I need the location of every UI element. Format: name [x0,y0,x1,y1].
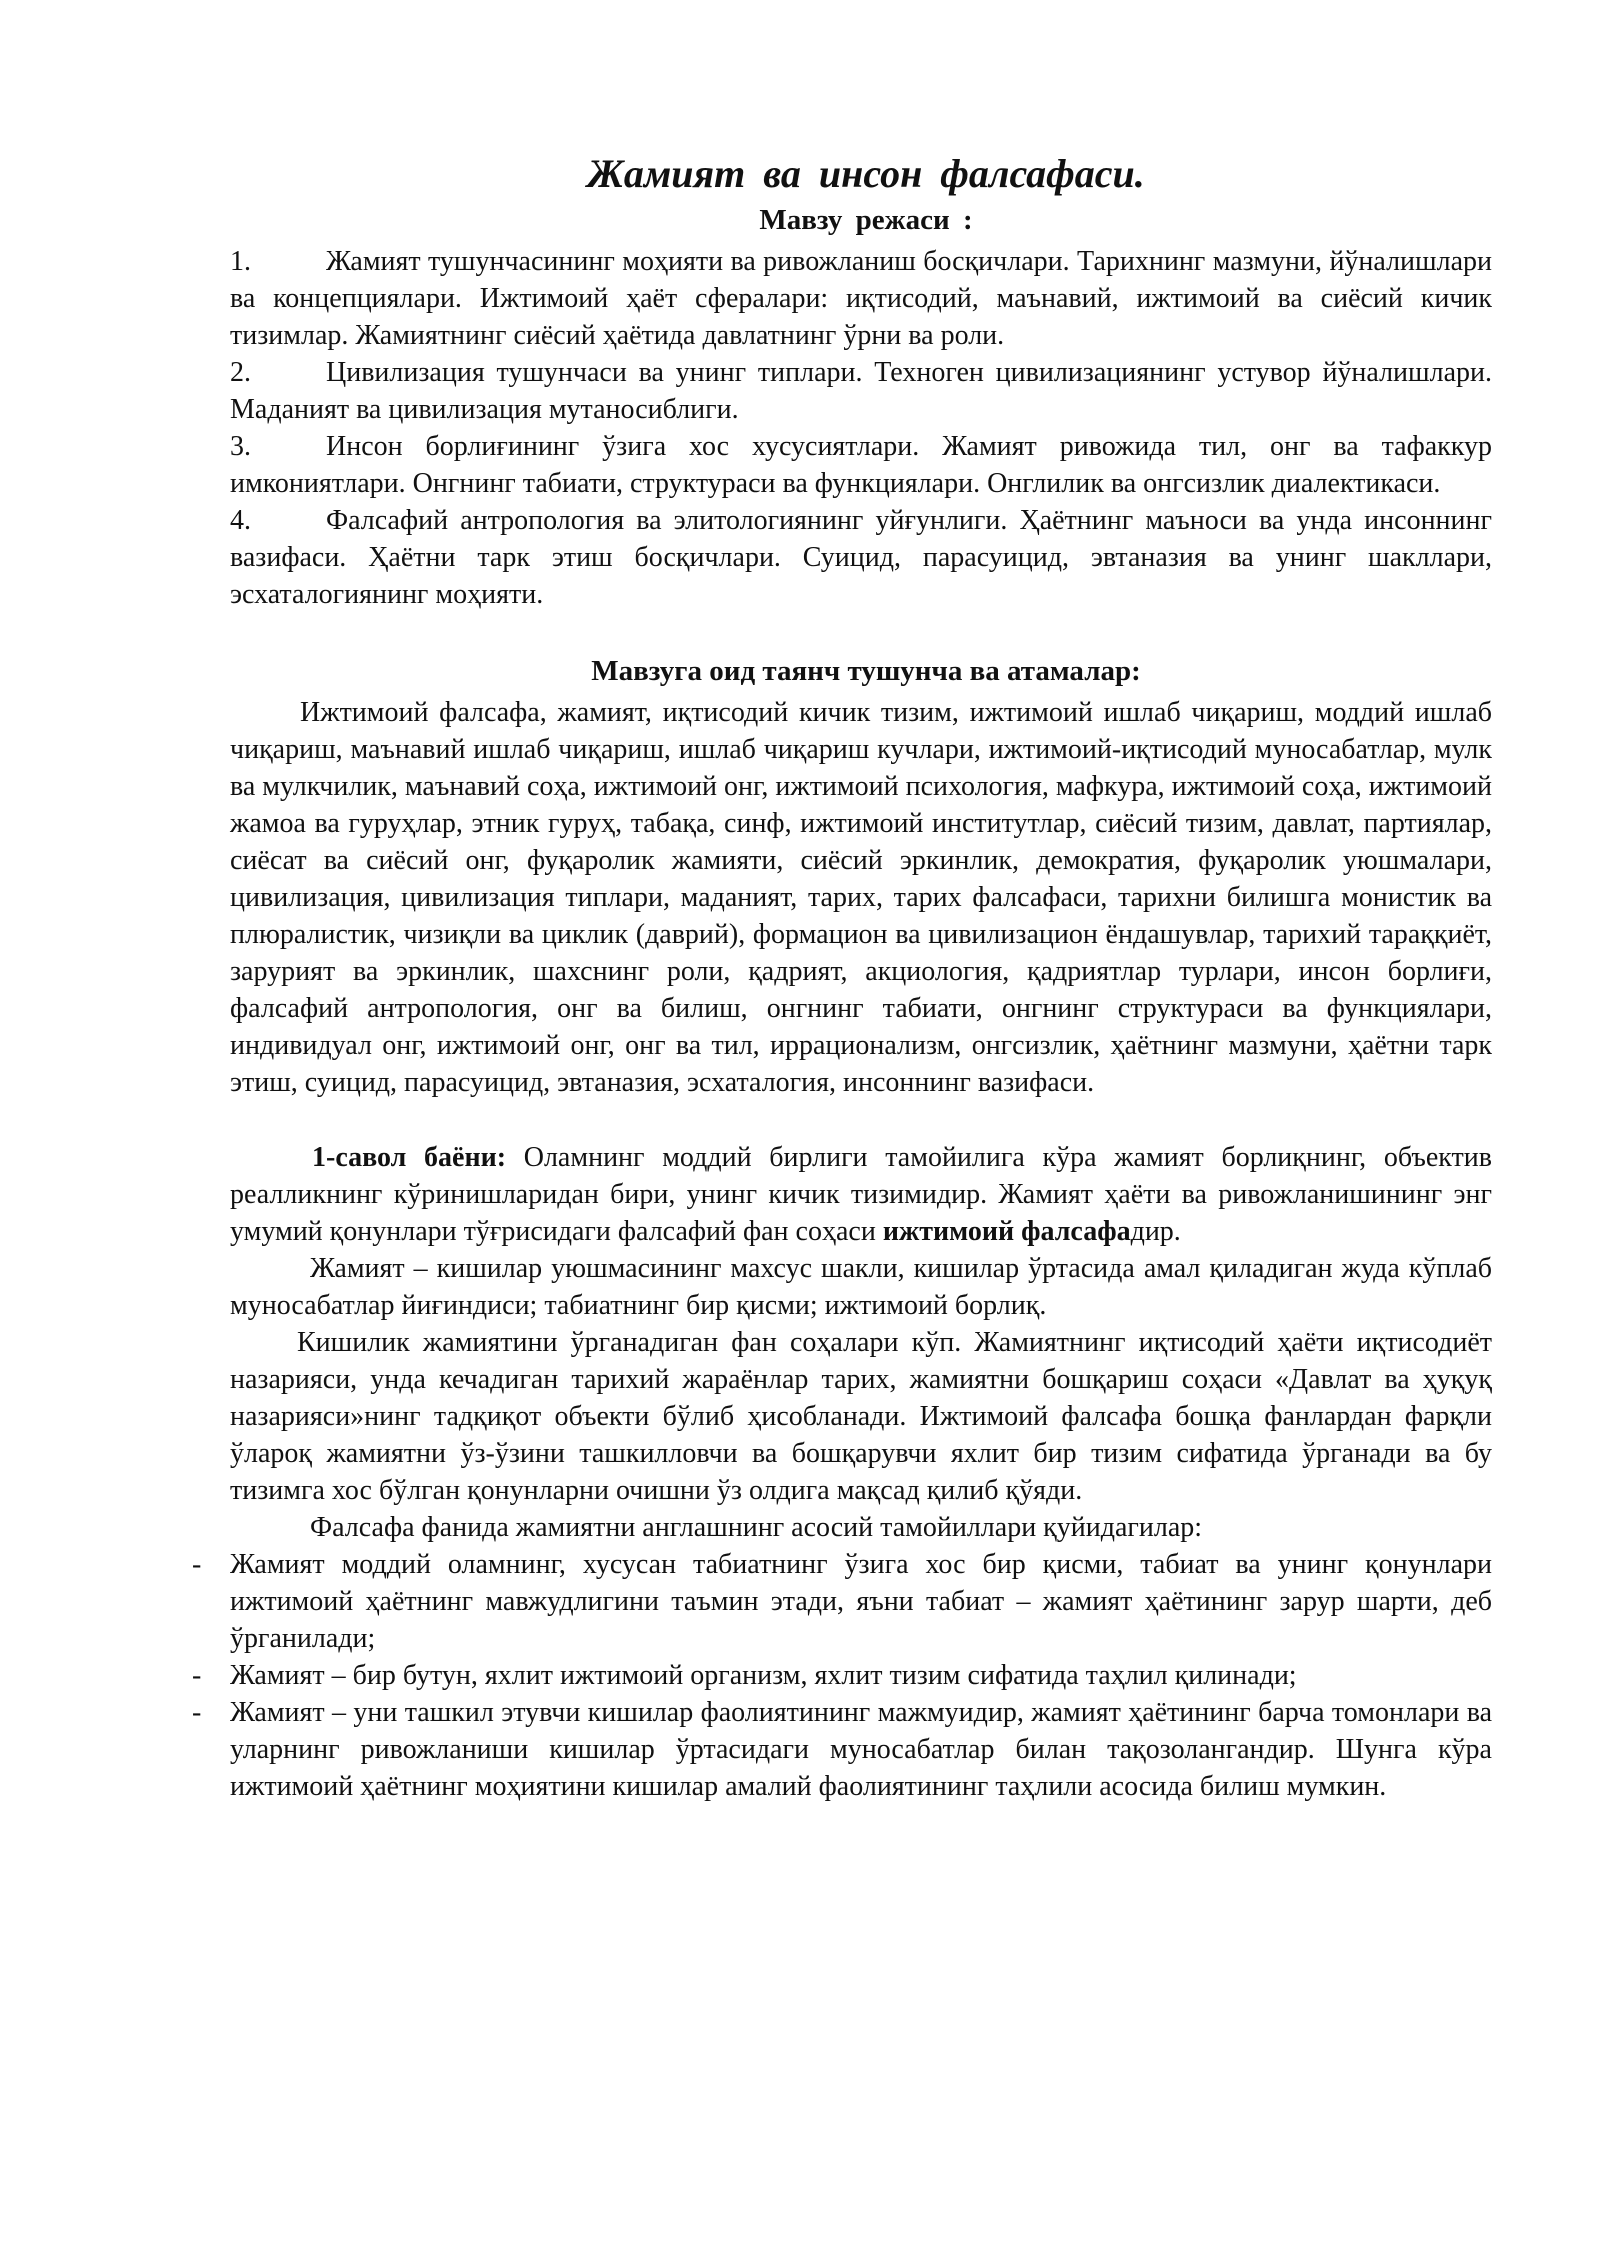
principles-intro-paragraph: Фалсафа фанида жамиятни англашнинг асосий тамойиллари қуйидагилар: [310,1512,1203,1543]
plan-item-number: 2. [230,357,251,388]
principle-text: Жамият – бир бутун, яхлит ижтимоий организм, яхлит тизим сифатида таҳлил қилинади; [230,1660,1297,1691]
dash-bullet: - [192,1549,202,1580]
plan-item-number: 1. [230,246,251,277]
plan-item-number: 3. [230,431,251,462]
dash-bullet: - [192,1660,202,1691]
principle-item [192,1546,1492,1657]
question-1-paragraph [230,1139,1492,1250]
plan-heading: Мавзу режаси : [759,204,973,236]
question-1-term: ижтимоий фалсафа [882,1216,1131,1247]
keywords-paragraph: Ижтимоий фалсафа, жамият, иқтисодий кичик тизим, ижтимоий ишлаб чиқариш, моддий ишлаб чиқариш, маънавий ишлаб чиқариш, ишлаб чиқариш кучлари, ижтимоий-иқтисодий муносабатлар, мулк ва мулкчилик, маънавий соҳа, ижтимоий онг, ижтимоий психология, мафкура, ижтимоий соҳа, ижтимоий жамоа ва гуруҳлар, этник гуруҳ, табақа, синф, ижтимоий институтлар, сиёсий тизим, давлат, партиялар, сиёсат ва сиёсий онг, фуқаролик жамияти, сиёсий эркинлик, демократия, фуқаролик уюшмалари, цивилизация, цивилизация типлари, маданият, тарих, тарих фалсафаси, тарихни билишга монистик ва плюралистик, чизиқли ва циклик (даврий), формацион ва цивилизацион ёндашувлар, тарихий тараққиёт, зарурият ва эркинлик, шахснинг роли, қадрият, акциология, қадриятлар турлари, инсон борлиғи, фалсафий антропология, онг ва билиш, онгнинг табиати, онгнинг структураси ва функциялари, индивидуал онг, ижтимоий онг, онг ва тил, иррационализм, онгсизлик, ҳаётнинг мазмуни, ҳаётни тарк этиш, суицид, парасуицид, эвтаназия, эсхаталогия, инсоннинг вазифаси. [230,697,1492,1098]
society-definition-paragraph: Жамият – кишилар уюшмасининг махсус шакли, кишилар ўртасида амал қиладиган жуда кўплаб муносабатлар йиғиндиси; табиатнинг бир қисми; ижтимоий борлиқ. [230,1253,1492,1321]
principle-text: Жамият моддий оламнинг, хусусан табиатнинг ўзига хос бир қисми, табиат ва унинг қонунлари ижтимоий ҳаётнинг мавжудлигини таъмин этади, яъни табиат – жамият ҳаётининг зарур шарти, деб ўрганилади; [230,1549,1492,1654]
principle-text: Жамият – уни ташкил этувчи кишилар фаолиятининг мажмуидир, жамият ҳаётининг барча томонлари ва уларнинг ривожланиши кишилар ўртасидаги муносабатлар билан тақозолангандир. Шунга кўра ижтимоий ҳаётнинг моҳиятини кишилар амалий фаолиятининг таҳлили асосида билиш мумкин. [230,1697,1492,1802]
plan-item [230,354,1492,428]
plan-item-text: Жамият тушунчасининг моҳияти ва ривожланиш босқичлари. Тарихнинг мазмуни, йўналишлари ва концепциялари. Ижтимоий ҳаёт сфералари: иқтисодий, маънавий, ижтимоий ва сиёсий кичик тизимлар. Жамиятнинг сиёсий ҳаётида давлатнинг ўрни ва роли. [230,246,1492,351]
principles-list [192,1546,1492,1805]
plan-item-text: Фалсафий антропология ва элитологиянинг уйғунлиги. Ҳаётнинг маъноси ва унда инсоннинг вазифаси. Ҳаётни тарк этиш босқичлари. Суицид, парасуицид, эвтаназия ва унинг шакллари, эсхаталогиянинг моҳияти. [230,505,1492,610]
plan-item [230,428,1492,502]
plan-item-number: 4. [230,505,251,536]
question-1-text: Оламнинг моддий бирлиги тамойилига кўра жамият борлиқнинг, объектив реалликнинг кўринишларидан бири, унинг кичик тизимидир. Жамият ҳаёти ва ривожланишининг энг умумий қонунлари тўғрисидаги фалсафий фан соҳаси [230,1142,1492,1247]
principle-item [192,1694,1492,1805]
question-1-text-end: дир. [1130,1216,1181,1247]
principle-item [192,1657,1492,1694]
sciences-paragraph: Кишилик жамиятини ўрганадиган фан соҳалари кўп. Жамиятнинг иқтисодий ҳаёти иқтисодиёт назарияси, унда кечадиган тарихий жараёнлар тарих, жамиятни бошқариш соҳаси «Давлат ва ҳуқуқ назарияси»нинг тадқиқот объекти бўлиб ҳисобланади. Ижтимоий фалсафа бошқа фанлардан фарқли ўлароқ жамиятни ўз-ўзини ташкилловчи ва бошқарувчи яхлит бир тизим сифатида ўрганади ва бу тизимга хос бўлган қонунларни очишни ўз олдига мақсад қилиб қўяди. [230,1327,1492,1506]
plan-item [230,502,1492,613]
plan-item-text: Цивилизация тушунчаси ва унинг типлари. Техноген цивилизациянинг устувор йўналишлари. Маданият ва цивилизация мутаносиблиги. [230,357,1492,425]
dash-bullet: - [192,1697,202,1728]
keywords-heading: Мавзуга оид таянч тушунча ва атамалар: [591,655,1141,687]
document-title: Жамият ва инсон фалсафаси. [587,151,1145,196]
plan-item [230,243,1492,354]
plan-list [230,243,1492,613]
question-1-label: 1-савол баёни: [312,1142,507,1173]
plan-item-text: Инсон борлиғининг ўзига хос хусусиятлари. Жамият ривожида тил, онг ва тафаккур имкониятлари. Онгнинг табиати, структураси ва функциялари. Онглилик ва онгсизлик диалектикаси. [230,431,1492,499]
